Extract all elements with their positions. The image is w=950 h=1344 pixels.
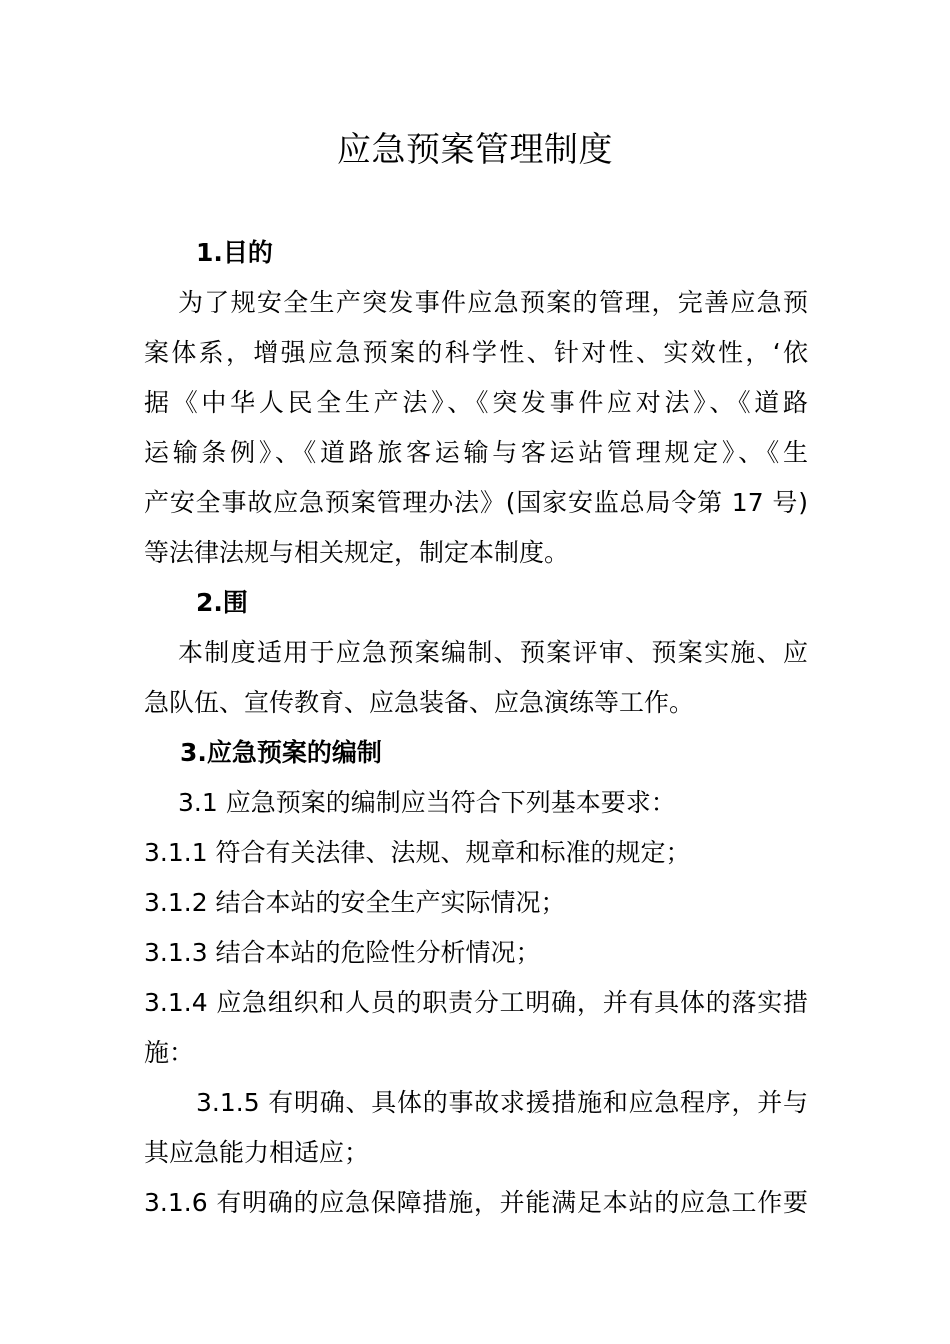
document-body	[144, 228, 808, 1228]
paragraph-line: 本制度适用于应急预案编制、预案评审、预案实施、应	[178, 638, 808, 667]
paragraph-line: 产安全事故应急预案管理办法》(国家安监总局令第 17 号)	[144, 488, 808, 517]
paragraph-line: 3.1 应急预案的编制应当符合下列基本要求：	[178, 788, 676, 817]
section-heading-scope: 2.围	[196, 588, 248, 617]
list-item: 3.1.1 符合有关法律、法规、规章和标准的规定；	[144, 838, 691, 867]
list-item: 3.1.6 有明确的应急保障措施，并能满足本站的应急工作要	[144, 1188, 808, 1217]
section-heading-preparation: 3.应急预案的编制	[180, 738, 382, 767]
paragraph-line: 等法律法规与相关规定，制定本制度。	[144, 538, 570, 567]
list-item-continuation: 施：	[144, 1038, 195, 1067]
list-item: 3.1.5 有明确、具体的事故求援措施和应急程序，并与	[196, 1088, 808, 1117]
paragraph-line: 案体系，增强应急预案的科学性、针对性、实效性，‘依	[144, 338, 808, 367]
paragraph-line: 急队伍、宣传教育、应急装备、应急演练等工作。	[144, 688, 695, 717]
paragraph-line: 据《中华人民全生产法》、《突发事件应对法》、《道路	[144, 388, 808, 417]
paragraph-line: 为了规安全生产突发事件应急预案的管理，完善应急预	[178, 288, 808, 317]
section-heading-purpose: 1.目的	[196, 238, 273, 267]
list-item: 3.1.3 结合本站的危险性分析情况；	[144, 938, 541, 967]
list-item-continuation: 其应急能力相适应；	[144, 1138, 370, 1167]
list-item: 3.1.4 应急组织和人员的职责分工明确，并有具体的落实措	[144, 988, 808, 1017]
paragraph-line: 运输条例》、《道路旅客运输与客运站管理规定》、《生	[144, 438, 808, 467]
document-title: 应急预案管理制度	[337, 130, 613, 170]
list-item: 3.1.2 结合本站的安全生产实际情况；	[144, 888, 566, 917]
